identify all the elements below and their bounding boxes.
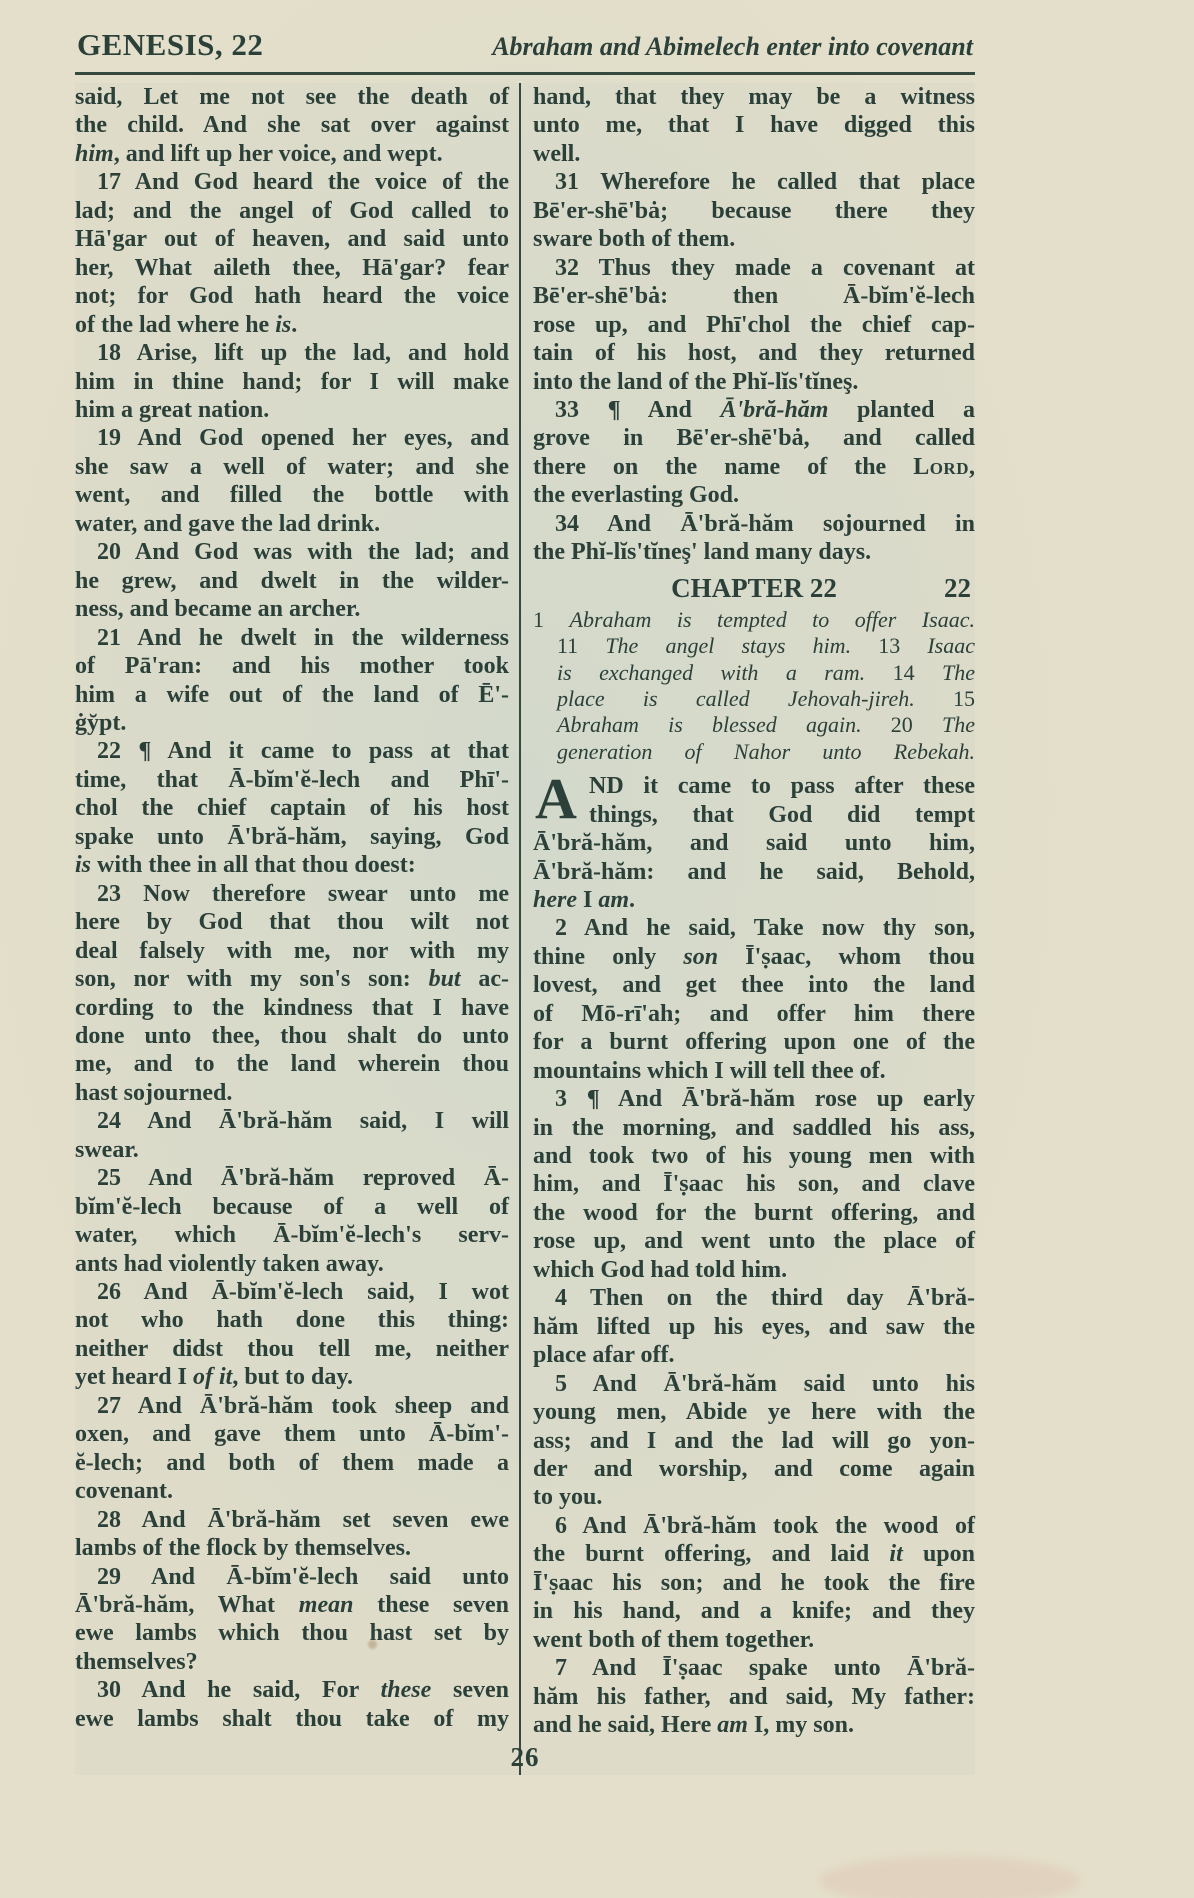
text-line: 24 And Ā'bră-hăm said, I will <box>97 1108 509 1135</box>
text-line: said, Let me not see the death of <box>75 84 509 110</box>
text-line: 19 And God opened her eyes, and <box>97 425 509 452</box>
text-line: Ā'bră-hăm, What mean these seven <box>75 1592 509 1619</box>
text-line: 4 Then on the third day Ā'bră- <box>555 1285 975 1312</box>
text-line: went both of them together. <box>533 1626 815 1653</box>
chapter-side-number: 22 <box>944 572 971 603</box>
right-column-top <box>533 83 975 567</box>
text-line: generation of Nahor unto Rebekah. <box>557 738 975 764</box>
text-line: 32 Thus they made a covenant at <box>555 254 975 281</box>
text-line: 31 Wherefore he called that place <box>555 169 975 196</box>
text-line: to you. <box>533 1484 603 1511</box>
text-line: is exchanged with a ram. 14 The <box>557 659 975 685</box>
chapter-summary <box>533 607 975 765</box>
text-line: the everlasting God. <box>533 482 739 509</box>
text-line: 3 ¶ And Ā'bră-hăm rose up early <box>555 1086 975 1113</box>
text-line: 11 The angel stays him. 13 Isaac <box>557 633 975 659</box>
text-line: hăm his father, and said, My father: <box>533 1683 975 1710</box>
text-line: the child. And she sat over against <box>75 112 509 139</box>
text-line: him a great nation. <box>75 396 270 423</box>
text-line: of Pā'ran: and his mother took <box>75 653 509 680</box>
text-line: mountains which I will tell thee of. <box>533 1057 886 1084</box>
text-line: ewe lambs shalt thou take of my <box>75 1705 509 1732</box>
text-line: 34 And Ā'bră-hăm sojourned in <box>555 510 975 537</box>
text-line: and took two of his young men with <box>533 1143 975 1170</box>
scan-artifact <box>368 1640 377 1649</box>
text-line: neither didst thou tell me, neither <box>75 1335 509 1362</box>
text-line: and he said, Here am I, my son. <box>533 1712 854 1739</box>
text-line: into the land of the Phĭ-lĭs'tĭneş. <box>533 368 859 395</box>
text-line: him a wife out of the land of Ē'- <box>75 681 509 708</box>
text-line: place afar off. <box>533 1342 675 1369</box>
text-line: here by God that thou wilt not <box>75 909 509 936</box>
text-line: lad; and the angel of God called to <box>75 197 509 224</box>
text-line: in the morning, and saddled his ass, <box>533 1114 975 1141</box>
text-line: 2 And he said, Take now thy son, <box>555 915 975 942</box>
scan-artifact <box>820 1856 1080 1898</box>
page-header <box>75 26 975 66</box>
text-line: Abraham is blessed again. 20 The <box>557 712 975 738</box>
text-line: Ā'bră-hăm, and said unto him, <box>533 830 975 857</box>
text-line: ĕ-lech; and both of them made a <box>75 1449 509 1476</box>
text-line: ness, and became an archer. <box>75 596 361 623</box>
text-line: ass; and I and the lad will go yon- <box>533 1427 975 1454</box>
text-line: Ī'ṣaac his son; and he took the fire <box>533 1569 975 1596</box>
text-line: 22 ¶ And it came to pass at that <box>97 738 509 765</box>
text-line: there on the name of the Lord, <box>533 453 975 480</box>
right-column-main <box>533 766 976 1739</box>
text-line: the burnt offering, and laid it upon <box>533 1541 975 1568</box>
text-line: the Phĭ-lĭs'tĭneş' land many days. <box>533 539 872 566</box>
text-line: rose up, and went unto the place of <box>533 1228 975 1255</box>
text-columns <box>75 83 975 1775</box>
text-line: 27 And Ā'bră-hăm took sheep and <box>97 1392 509 1419</box>
text-line: went, and filled the bottle with <box>75 482 509 509</box>
text-line: things, that God did tempt <box>589 801 975 828</box>
text-line: cording to the kindness that I have <box>75 994 509 1021</box>
text-line: young men, Abide ye here with the <box>533 1399 975 1426</box>
text-line: oxen, and gave them unto Ā-bĭm'- <box>75 1421 509 1448</box>
text-line: ants had violently taken away. <box>75 1250 384 1277</box>
text-line: sware both of them. <box>533 226 736 253</box>
text-line: covenant. <box>75 1478 173 1505</box>
text-line: 20 And God was with the lad; and <box>97 539 509 566</box>
text-line: 18 Arise, lift up the lad, and hold <box>97 340 509 367</box>
chapter-title: CHAPTER 22 <box>671 572 837 603</box>
text-line: Ā'bră-hăm: and he said, Behold, <box>533 858 975 885</box>
text-line: 17 And God heard the voice of the <box>97 169 509 196</box>
text-line: not; for God hath heard the voice <box>75 283 509 310</box>
text-line: 21 And he dwelt in the wilderness <box>97 624 509 651</box>
text-line: in his hand, and a knife; and they <box>533 1598 975 1625</box>
text-line: ġy̆pt. <box>75 709 127 736</box>
text-line: hand, that they may be a witness <box>533 84 975 110</box>
text-line: of the lad where he is. <box>75 311 298 338</box>
text-line: Hā'gar out of heaven, and said unto <box>75 226 509 253</box>
text-line: 7 And Ī'ṣaac spake unto Ā'bră- <box>555 1655 975 1682</box>
drop-cap: A <box>535 766 577 832</box>
text-line: der and worship, and come again <box>533 1456 975 1483</box>
text-line: me, and to the land wherein thou <box>75 1051 509 1078</box>
text-line: hăm lifted up his eyes, and saw the <box>533 1313 975 1340</box>
text-line: Bē'er-shē'bȧ: then Ā-bĭm'ĕ-lech <box>533 283 975 310</box>
left-column <box>75 83 509 1775</box>
header-rule <box>75 72 975 75</box>
text-line: yet heard I of it, but to day. <box>75 1364 354 1391</box>
text-line: deal falsely with me, nor with my <box>75 937 509 964</box>
text-line: place is called Jehovah-jireh. 15 <box>557 685 975 711</box>
text-line: water, which Ā-bĭm'ĕ-lech's serv- <box>75 1222 509 1249</box>
text-line: ewe lambs which thou hast set by <box>75 1620 509 1647</box>
text-line: well. <box>533 140 581 167</box>
text-line: 6 And Ā'bră-hăm took the wood of <box>555 1512 975 1539</box>
text-line: is with thee in all that thou doest: <box>75 852 416 879</box>
right-column <box>519 83 975 1775</box>
text-line: time, that Ā-bĭm'ĕ-lech and Phī'- <box>75 766 509 793</box>
text-line: she saw a well of water; and she <box>75 453 509 480</box>
text-line: 26 And Ā-bĭm'ĕ-lech said, I wot <box>97 1279 509 1306</box>
text-line: chol the chief captain of his host <box>75 795 509 822</box>
text-line: A ND it came to pass after these <box>535 766 975 832</box>
text-line: here I am. <box>533 886 636 913</box>
text-line: Bē'er-shē'bȧ; because there they <box>533 197 975 224</box>
text-line: for a burnt offering upon one of the <box>533 1029 975 1056</box>
book-chapter-title: GENESIS, 22 <box>77 27 264 62</box>
text-line: done unto thee, thou shalt do unto <box>75 1022 509 1049</box>
page-number: 26 <box>510 1742 540 1772</box>
page-content <box>75 26 975 1775</box>
text-line: him in thine hand; for I will make <box>75 368 509 395</box>
text-line: swear. <box>75 1136 139 1163</box>
text-line: grove in Bē'er-shē'bȧ, and called <box>533 425 975 452</box>
text-line: 25 And Ā'bră-hăm reproved Ā- <box>97 1165 509 1192</box>
text-line: tain of his host, and they returned <box>533 340 975 367</box>
text-line: water, and gave the lad drink. <box>75 510 381 537</box>
text-line: spake unto Ā'bră-hăm, saying, God <box>75 823 509 850</box>
text-line: which God had told him. <box>533 1256 788 1283</box>
text-line: lovest, and get thee into the land <box>533 972 975 999</box>
text-line: him, and Ī'ṣaac his son, and clave <box>533 1171 975 1198</box>
text-line: he grew, and dwelt in the wilder- <box>75 567 509 594</box>
text-line: 30 And he said, For these seven <box>97 1677 510 1704</box>
text-line: themselves? <box>75 1648 198 1675</box>
text-line: 1 Abraham is tempted to offer Isaac. <box>533 606 975 632</box>
text-line: lambs of the flock by themselves. <box>75 1535 411 1562</box>
text-line: 23 Now therefore swear unto me <box>97 880 509 907</box>
text-line: 33 ¶ And Ā'bră-hăm planted a <box>555 396 975 423</box>
text-line: him, and lift up her voice, and wept. <box>75 140 443 167</box>
running-head: Abraham and Abimelech enter into covenant <box>492 32 973 61</box>
text-line: hast sojourned. <box>75 1079 233 1106</box>
text-line: 5 And Ā'bră-hăm said unto his <box>555 1370 975 1397</box>
text-line: of Mō-rī'ah; and offer him there <box>533 1000 975 1027</box>
text-line: bĭm'ĕ-lech because of a well of <box>75 1193 509 1220</box>
text-line: unto me, that I have digged this <box>533 112 975 139</box>
text-line: not who hath done this thing: <box>75 1307 509 1334</box>
text-line: 29 And Ā-bĭm'ĕ-lech said unto <box>97 1563 509 1590</box>
text-line: rose up, and Phī'chol the chief cap- <box>533 311 975 338</box>
text-line: her, What aileth thee, Hā'gar? fear <box>75 254 509 281</box>
text-line: thine only son Ī'ṣaac, whom thou <box>533 943 976 970</box>
text-line: 28 And Ā'bră-hăm set seven ewe <box>97 1506 509 1533</box>
chapter-heading <box>533 572 975 604</box>
text-line: the wood for the burnt offering, and <box>533 1199 975 1226</box>
text-line: son, nor with my son's son: but ac- <box>75 966 509 993</box>
